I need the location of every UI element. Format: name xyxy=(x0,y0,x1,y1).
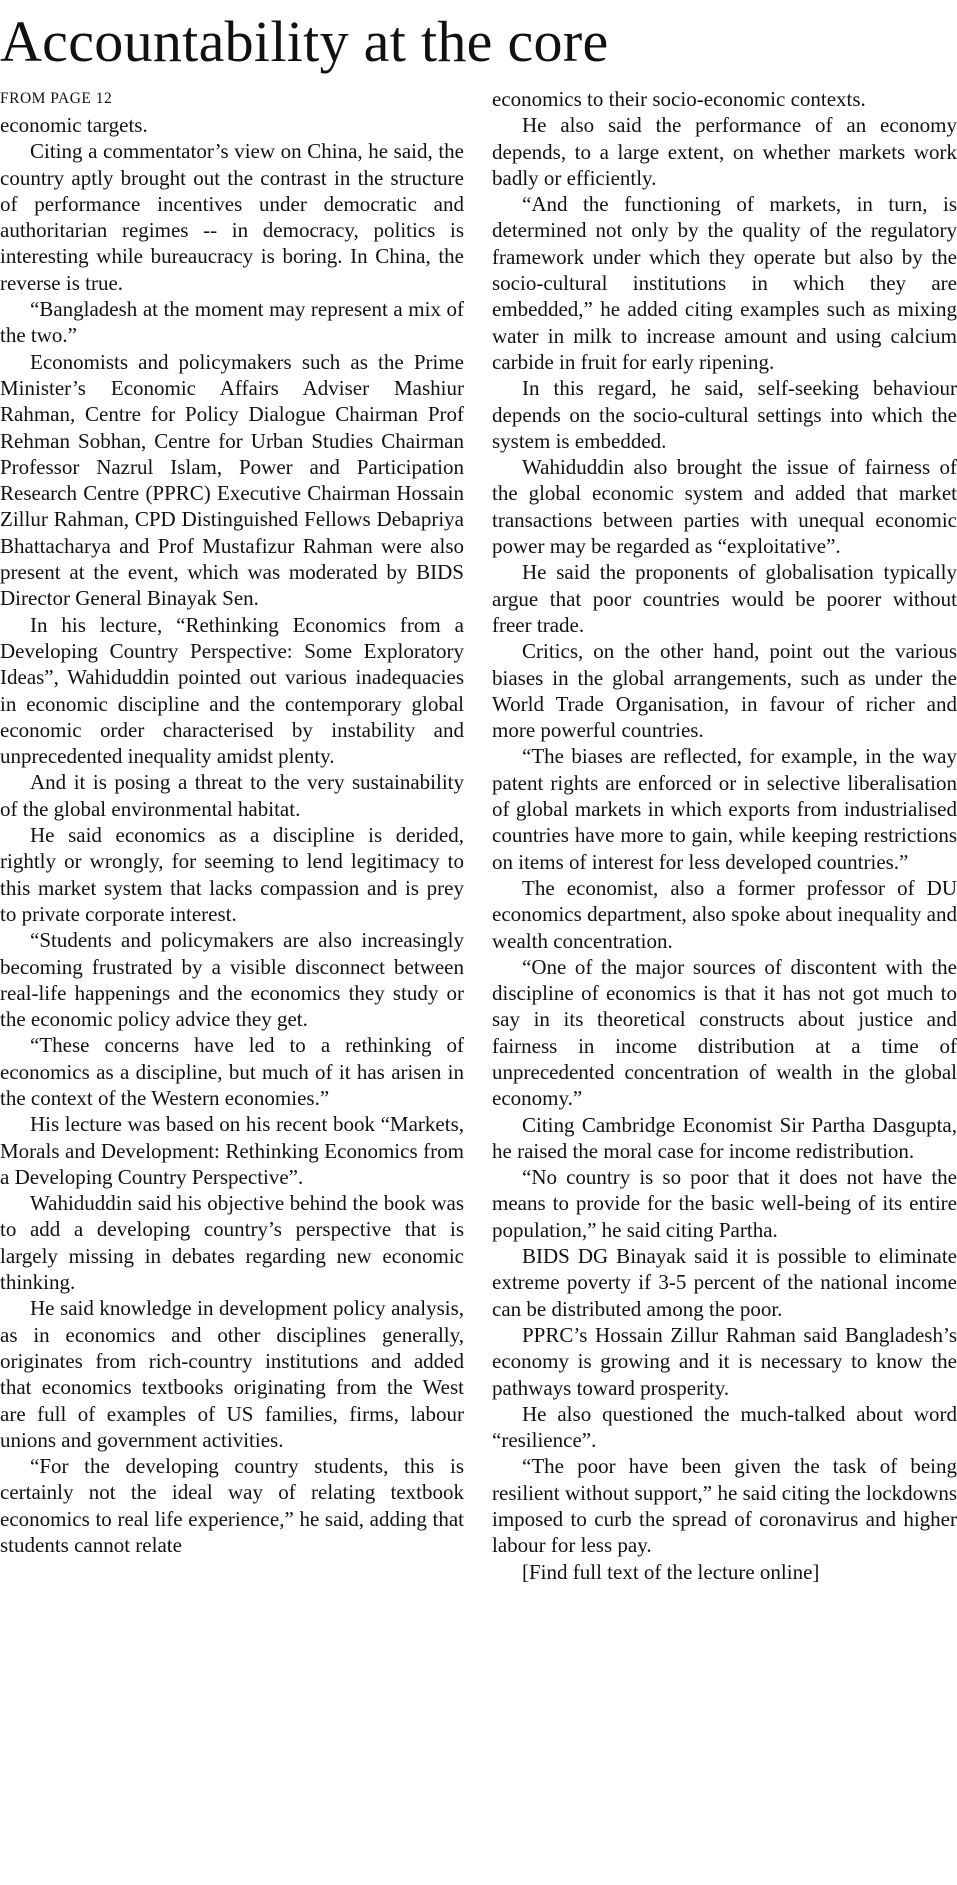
paragraph: “One of the major sources of discontent with the discipline of economics is that it has not got much to say in its theoretical constructs about justice and fairness in income distribution at a time of unprecedented concentration of wealth in the global economy.” xyxy=(492,954,957,1111)
paragraph: Wahiduddin said his objective behind the book was to add a developing country’s perspective that is largely missing in debates regarding new economic thinking. xyxy=(0,1191,464,1295)
paragraph: BIDS DG Binayak said it is possible to eliminate extreme poverty if 3-5 percent of the national income can be distributed among the poor. xyxy=(492,1244,957,1321)
jump-line: FROM PAGE 12 xyxy=(0,90,113,107)
paragraph: He also said the performance of an economy depends, to a large extent, on whether markets work badly or efficiently. xyxy=(492,113,957,190)
paragraph: “Bangladesh at the moment may represent a mix of the two.” xyxy=(0,297,464,348)
paragraph: In his lecture, “Rethinking Economics from a Developing Country Perspective: Some Exploratory Ideas”, Wahiduddin pointed out various inadequacies in economic discipline and the contemporary global economic order characterised by instability and unprecedented inequality amidst plenty. xyxy=(0,612,464,769)
paragraph: His lecture was based on his recent book “Markets, Morals and Development: Rethinking Economics from a Developing Country Perspective”. xyxy=(0,1112,464,1189)
paragraph: Wahiduddin also brought the issue of fairness of the global economic system and added that market transactions between parties with unequal economic power may be regarded as “exploitative”. xyxy=(492,455,957,559)
paragraph: And it is posing a threat to the very sustainability of the global environmental habitat. xyxy=(0,770,464,821)
paragraph: “And the functioning of markets, in turn, is determined not only by the quality of the regulatory framework under which they operate but also by the socio-cultural institutions in which they are embedded,” he added citing examples such as mixing water in milk to increase amount and using calcium carbide in fruit for early ripening. xyxy=(492,192,957,374)
paragraph: He also questioned the much-talked about word “resilience”. xyxy=(492,1401,957,1453)
paragraph: He said knowledge in development policy analysis, as in economics and other disciplines generally, originates from rich-country institutions and added that economics textbooks originating from the West are full of examples of US families, firms, labour unions and government activities. xyxy=(0,1296,464,1452)
paragraph: “No country is so poor that it does not have the means to provide for the basic well-being of its entire population,” he said citing Partha. xyxy=(492,1165,957,1242)
paragraph: Economists and policymakers such as the Prime Minister’s Economic Affairs Adviser Mashiur Rahman, Centre for Policy Dialogue Chairman Prof Rehman Sobhan, Centre for Urban Studies Chairman Professor Nazrul Islam, Power and Participation Research Centre (PPRC) Executive Chairman Hossain Zillur Rahman, CPD Distinguished Fellows Debapriya Bhattacharya and Prof Mustafizur Rahman were also present at the event, which was moderated by BIDS Director General Binayak Sen. xyxy=(0,349,464,611)
paragraph: [Find full text of the lecture online] xyxy=(522,1559,820,1584)
article-column-right xyxy=(492,86,957,1585)
paragraph: Citing a commentator’s view on China, he said, the country aptly brought out the contrast in the structure of performance incentives under democratic and authoritarian regimes -- in democracy, politics is interesting while bureaucracy is boring. In China, the reverse is true. xyxy=(0,139,464,295)
paragraph: The economist, also a former professor of DU economics department, also spoke about inequality and wealth concentration. xyxy=(492,875,957,953)
paragraph: He said the proponents of globalisation typically argue that poor countries would be poorer without freer trade. xyxy=(492,560,957,637)
article-headline: Accountability at the core xyxy=(0,9,609,74)
paragraph: economics to their socio-economic contexts. xyxy=(492,87,866,111)
paragraph: “Students and policymakers are also increasingly becoming frustrated by a visible disconnect between real-life happenings and the economics they study or the economic policy advice they get. xyxy=(0,928,464,1032)
paragraph: He said economics as a discipline is derided, rightly or wrongly, for seeming to lend legitimacy to this market system that lacks compassion and is prey to private corporate interest. xyxy=(0,823,464,926)
paragraph: PPRC’s Hossain Zillur Rahman said Bangladesh’s economy is growing and it is necessary to know the pathways toward prosperity. xyxy=(492,1322,957,1400)
paragraph: “These concerns have led to a rethinking of economics as a discipline, but much of it has arisen in the context of the Western economies.” xyxy=(0,1033,464,1110)
paragraph: “The biases are reflected, for example, in the way patent rights are enforced or in selective liberalisation of global markets in which exports from industrialised countries have more to gain, while keeping restrictions on items of interest for less developed countries.” xyxy=(492,744,957,874)
paragraph: In this regard, he said, self-seeking behaviour depends on the socio-cultural settings into which the system is embedded. xyxy=(492,376,957,453)
paragraph: “For the developing country students, this is certainly not the ideal way of relating textbook economics to real life experience,” he said, adding that students cannot relate xyxy=(0,1454,464,1558)
paragraph: “The poor have been given the task of being resilient without support,” he said citing the lockdowns imposed to curb the spread of coronavirus and higher labour for less pay. xyxy=(492,1454,957,1558)
paragraph: Citing Cambridge Economist Sir Partha Dasgupta, he raised the moral case for income redistribution. xyxy=(492,1112,957,1163)
article-column-left xyxy=(0,86,464,1558)
paragraph: economic targets. xyxy=(0,113,148,137)
paragraph: Critics, on the other hand, point out the various biases in the global arrangements, such as under the World Trade Organisation, in favour of richer and more powerful countries. xyxy=(492,639,957,743)
